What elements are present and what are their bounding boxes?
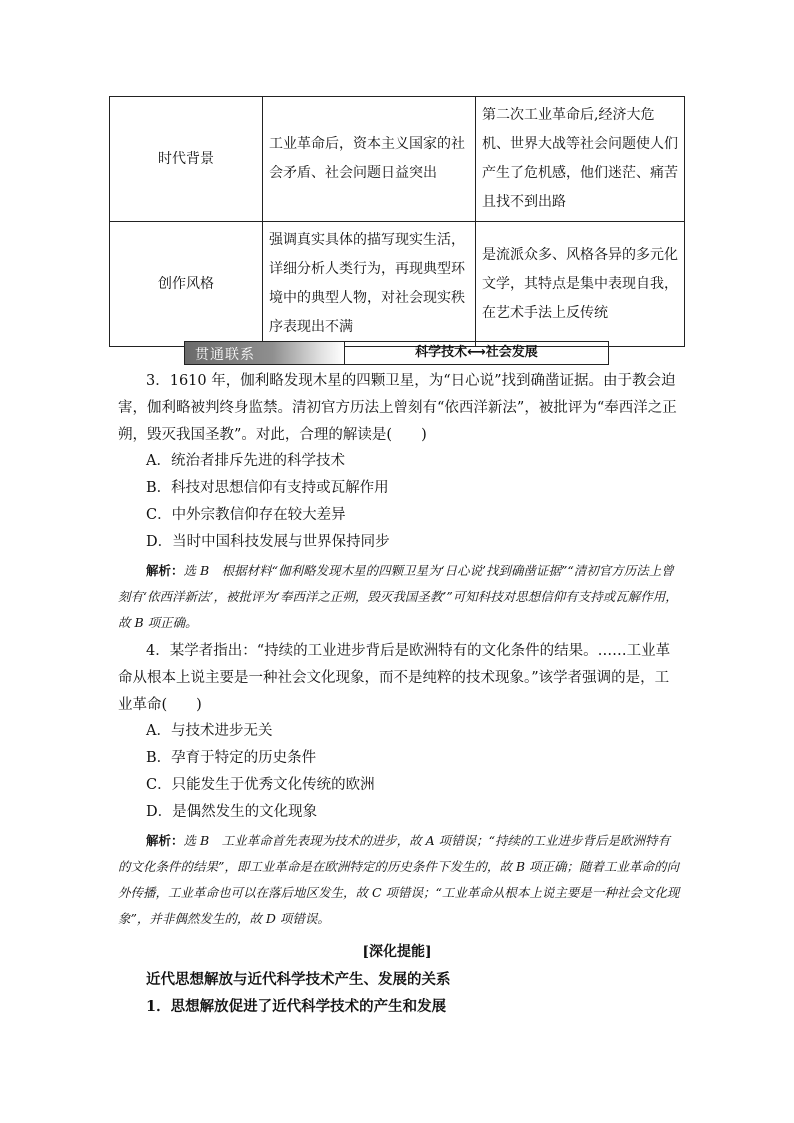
question-3-option-c: C．中外宗教信仰存在较大差异 bbox=[146, 507, 346, 523]
table-cell: 是流派众多、风格各异的多元化文学，其特点是集中表现自我，在艺术手法上反传统 bbox=[476, 222, 685, 347]
section-link-title: 科学技术⟷社会发展 bbox=[415, 345, 538, 360]
table-cell: 工业革命后，资本主义国家的社会矛盾、社会问题日益突出 bbox=[263, 97, 476, 222]
question-4-option-c: C．只能发生于优秀文化传统的欧洲 bbox=[146, 777, 375, 793]
deepen-subtitle: 近代思想解放与近代科学技术产生、发展的关系 bbox=[146, 971, 451, 988]
question-3-option-d: D．当时中国科技发展与世界保持同步 bbox=[146, 534, 390, 550]
question-4-option-b: B．孕育于特定的历史条件 bbox=[146, 750, 317, 766]
question-4-option-d: D．是偶然发生的文化现象 bbox=[146, 804, 318, 820]
section-link-bar bbox=[184, 341, 609, 365]
table-row bbox=[110, 97, 685, 222]
question-3-option-a: A．统治者排斥先进的科学技术 bbox=[146, 453, 345, 469]
answer-body: 选 B 根据材料“伽利略发现木星的四颗卫星为‘日心说’找到确凿证据”“清初官方历法上曾刻有‘依西洋新法’，被批评为‘奉西洋之正朔，毁灭我国圣教’”可知科技对思想信仰有支持或瓦解作用，故 B 项正确。 bbox=[118, 563, 678, 630]
row-label: 创作风格 bbox=[110, 222, 263, 347]
question-3-option-b: B．科技对思想信仰有支持或瓦解作用 bbox=[146, 480, 389, 496]
question-4-answer bbox=[118, 828, 680, 932]
row-label: 时代背景 bbox=[110, 97, 263, 222]
question-4-option-a: A．与技术进步无关 bbox=[146, 723, 273, 739]
table-row bbox=[110, 222, 685, 347]
answer-body: 选 B 工业革命首先表现为技术的进步，故 A 项错误；“持续的工业进步背后是欧洲特有的文化条件的结果”，即工业革命是在欧洲特定的历史条件下发生的，故 B 项正确；随着工业革命的向外传播，工业革命也可以在落后地区发生，故 C 项错误；“工业革命从根本上说主要是一种社会文化现象”，并非偶然发生的，故 D 项错误。 bbox=[118, 833, 680, 926]
table-cell: 第二次工业革命后,经济大危机、世界大战等社会问题使人们产生了危机感，他们迷茫、痛苦且找不到出路 bbox=[476, 97, 685, 222]
comparison-table bbox=[109, 96, 685, 347]
question-4-stem: 4．某学者指出：“持续的工业进步背后是欧洲特有的文化条件的结果。……工业革命从根本上说主要是一种社会文化现象，而不是纯粹的技术现象。”该学者强调的是，工业革命( ) bbox=[118, 643, 671, 713]
question-3-stem: 3．1610 年，伽利略发现木星的四颗卫星，为“日心说”找到确凿证据。由于教会迫害，伽利略被判终身监禁。清初官方历法上曾刻有“依西洋新法”，被批评为“奉西洋之正朔，毁灭我国圣教”。对此，合理的解读是( ) bbox=[118, 373, 677, 443]
answer-head: 解析： bbox=[146, 563, 184, 578]
section-tag-label: 贯通联系 bbox=[195, 347, 255, 363]
answer-head: 解析： bbox=[146, 833, 184, 848]
section-tag bbox=[185, 342, 345, 364]
deepen-point-1: 1．思想解放促进了近代科学技术的产生和发展 bbox=[146, 998, 447, 1015]
table-cell: 强调真实具体的描写现实生活，详细分析人类行为，再现典型环境中的典型人物，对社会现实秩序表现出不满 bbox=[263, 222, 476, 347]
question-3-answer bbox=[118, 558, 680, 636]
deepen-heading: [深化提能] bbox=[362, 944, 432, 960]
